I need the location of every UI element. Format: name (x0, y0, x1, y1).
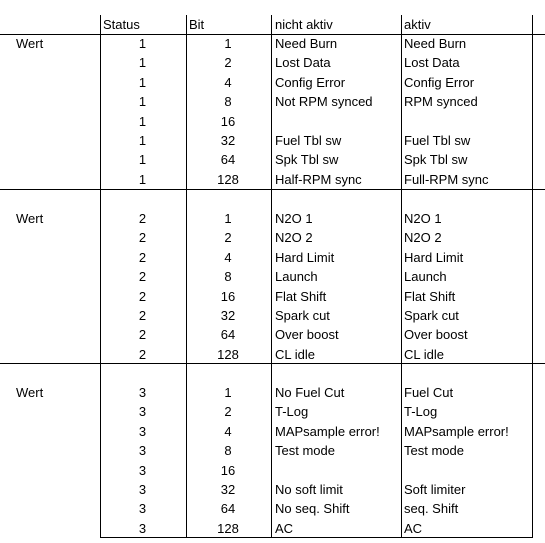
status-cell: 1 (138, 94, 147, 110)
row-label (16, 267, 96, 286)
active-cell (404, 461, 544, 480)
inactive-cell: T-Log (275, 404, 309, 420)
table-row (0, 519, 545, 538)
table-row (0, 402, 545, 421)
status-cell: 3 (138, 501, 147, 517)
row-label: Wert (16, 211, 44, 226)
row-label (16, 131, 96, 150)
status-cell: 3 (138, 443, 147, 459)
row-label (16, 92, 96, 111)
bit-cell: 32 (220, 133, 236, 148)
bit-cell: 64 (220, 152, 236, 168)
row-label (16, 248, 96, 267)
status-cell: 2 (138, 288, 147, 304)
status-cell: 1 (138, 171, 147, 187)
status-cell: 1 (138, 55, 147, 71)
header-label (16, 15, 96, 34)
bit-cell: 64 (220, 501, 236, 517)
status-cell: 2 (138, 327, 147, 343)
active-cell: Fuel Tbl sw (404, 133, 471, 148)
group-divider (0, 363, 545, 364)
status-cell: 3 (138, 385, 147, 400)
status-cell: 3 (138, 520, 147, 536)
status-cell: 3 (138, 423, 147, 439)
row-label (16, 402, 96, 421)
table-row (0, 480, 545, 499)
status-cell: 1 (138, 133, 147, 148)
active-cell: Full-RPM sync (404, 171, 489, 187)
column-divider (271, 15, 272, 538)
active-cell: seq. Shift (404, 501, 459, 517)
active-cell: Need Burn (404, 36, 467, 51)
inactive-cell: AC (275, 520, 294, 536)
inactive-cell: No seq. Shift (275, 501, 350, 517)
active-cell: Hard Limit (404, 249, 464, 265)
inactive-cell (275, 461, 400, 480)
table-row (0, 170, 545, 189)
table-row (0, 345, 545, 364)
inactive-cell: No soft limit (275, 482, 343, 497)
bit-cell: 2 (224, 404, 232, 420)
row-label (16, 228, 96, 247)
active-cell: Spark cut (404, 308, 459, 323)
bit-cell: 1 (224, 211, 232, 226)
table-row (0, 73, 545, 92)
column-divider (532, 15, 533, 538)
inactive-cell: N2O 2 (275, 230, 313, 246)
row-label (16, 170, 96, 189)
table-row (0, 131, 545, 150)
header-bit: Bit (189, 17, 205, 32)
inactive-cell: Lost Data (275, 55, 331, 71)
bit-cell: 2 (224, 230, 232, 246)
table-row (0, 209, 545, 228)
row-label (16, 287, 96, 306)
row-label (16, 480, 96, 499)
status-cell: 1 (138, 152, 147, 168)
header-inactive: nicht aktiv (275, 17, 333, 32)
table-row (0, 267, 545, 286)
active-cell: Fuel Cut (404, 385, 454, 400)
inactive-cell: N2O 1 (275, 211, 313, 226)
inactive-cell: Half-RPM sync (275, 171, 362, 187)
bit-cell: 4 (224, 74, 232, 90)
active-cell: Flat Shift (404, 288, 456, 304)
bit-cell: 64 (220, 327, 236, 343)
row-label (16, 461, 96, 480)
header-status: Status (103, 17, 140, 32)
inactive-cell (275, 112, 400, 131)
bit-cell: 16 (220, 113, 236, 129)
status-cell: 3 (138, 462, 147, 478)
header-row (0, 15, 545, 34)
inactive-cell: No Fuel Cut (275, 385, 345, 400)
table-row (0, 422, 545, 441)
row-label (16, 499, 96, 518)
inactive-cell: Config Error (275, 74, 346, 90)
inactive-cell: Spark cut (275, 308, 330, 323)
inactive-cell: Fuel Tbl sw (275, 133, 342, 148)
column-divider (100, 15, 101, 538)
active-cell: MAPsample error! (404, 423, 509, 439)
active-cell: Over boost (404, 327, 468, 343)
bit-cell: 1 (224, 385, 232, 400)
active-cell: Lost Data (404, 55, 460, 71)
table-row (0, 34, 545, 53)
row-label (16, 325, 96, 344)
bit-cell: 128 (217, 520, 239, 536)
row-label: Wert (16, 385, 44, 400)
active-cell: CL idle (404, 346, 444, 362)
active-cell: RPM synced (404, 94, 478, 110)
row-label (16, 306, 96, 325)
status-cell: 2 (138, 230, 147, 246)
status-cell: 2 (138, 308, 147, 323)
active-cell: N2O 1 (404, 211, 442, 226)
active-cell: T-Log (404, 404, 438, 420)
active-cell: Launch (404, 269, 447, 285)
group-divider (0, 189, 545, 190)
table-row (0, 248, 545, 267)
table-row (0, 92, 545, 111)
bit-cell: 1 (224, 36, 232, 51)
inactive-cell: Test mode (275, 443, 335, 459)
active-cell: N2O 2 (404, 230, 442, 246)
bit-cell: 32 (220, 482, 236, 497)
status-cell: 1 (138, 113, 147, 129)
bit-cell: 8 (224, 443, 232, 459)
inactive-cell: Over boost (275, 327, 339, 343)
active-cell: Soft limiter (404, 482, 466, 497)
bit-cell: 4 (224, 249, 232, 265)
table-row (0, 150, 545, 169)
row-label (16, 73, 96, 92)
inactive-cell: CL idle (275, 346, 315, 362)
inactive-cell: Hard Limit (275, 249, 335, 265)
inactive-cell: MAPsample error! (275, 423, 380, 439)
row-label (16, 345, 96, 364)
column-divider (186, 15, 187, 538)
active-cell: AC (404, 520, 423, 536)
table-row (0, 461, 545, 480)
status-cell: 2 (138, 346, 147, 362)
row-label (16, 53, 96, 72)
column-divider (401, 15, 402, 538)
bit-cell: 8 (224, 269, 232, 285)
table-row (0, 325, 545, 344)
table-row (0, 53, 545, 72)
inactive-cell: Not RPM synced (275, 94, 373, 110)
active-cell (404, 112, 544, 131)
row-label (16, 150, 96, 169)
table-row (0, 228, 545, 247)
active-cell: Config Error (404, 74, 475, 90)
row-label (16, 441, 96, 460)
row-label: Wert (16, 36, 44, 51)
bit-cell: 16 (220, 288, 236, 304)
row-label (16, 112, 96, 131)
row-label (16, 519, 96, 538)
header-divider (0, 34, 545, 35)
status-cell: 2 (138, 249, 147, 265)
bit-cell: 4 (224, 423, 232, 439)
table-row (0, 383, 545, 402)
row-label (16, 422, 96, 441)
inactive-cell: Spk Tbl sw (275, 152, 339, 168)
status-cell: 1 (138, 74, 147, 90)
table-bottom-border (100, 537, 533, 538)
bit-cell: 8 (224, 94, 232, 110)
table-row (0, 287, 545, 306)
table-row (0, 441, 545, 460)
status-cell: 3 (138, 404, 147, 420)
bit-cell: 16 (220, 462, 236, 478)
status-cell: 2 (138, 211, 147, 226)
status-cell: 3 (138, 482, 147, 497)
table-row (0, 112, 545, 131)
inactive-cell: Flat Shift (275, 288, 327, 304)
inactive-cell: Need Burn (275, 36, 338, 51)
header-active: aktiv (404, 17, 431, 32)
bit-cell: 32 (220, 308, 236, 323)
inactive-cell: Launch (275, 269, 318, 285)
active-cell: Test mode (404, 443, 464, 459)
bit-cell: 128 (217, 346, 239, 362)
bit-cell: 128 (217, 171, 239, 187)
active-cell: Spk Tbl sw (404, 152, 468, 168)
table-row (0, 499, 545, 518)
bit-cell: 2 (224, 55, 232, 71)
status-cell: 2 (138, 269, 147, 285)
table-row (0, 306, 545, 325)
status-cell: 1 (138, 36, 147, 51)
